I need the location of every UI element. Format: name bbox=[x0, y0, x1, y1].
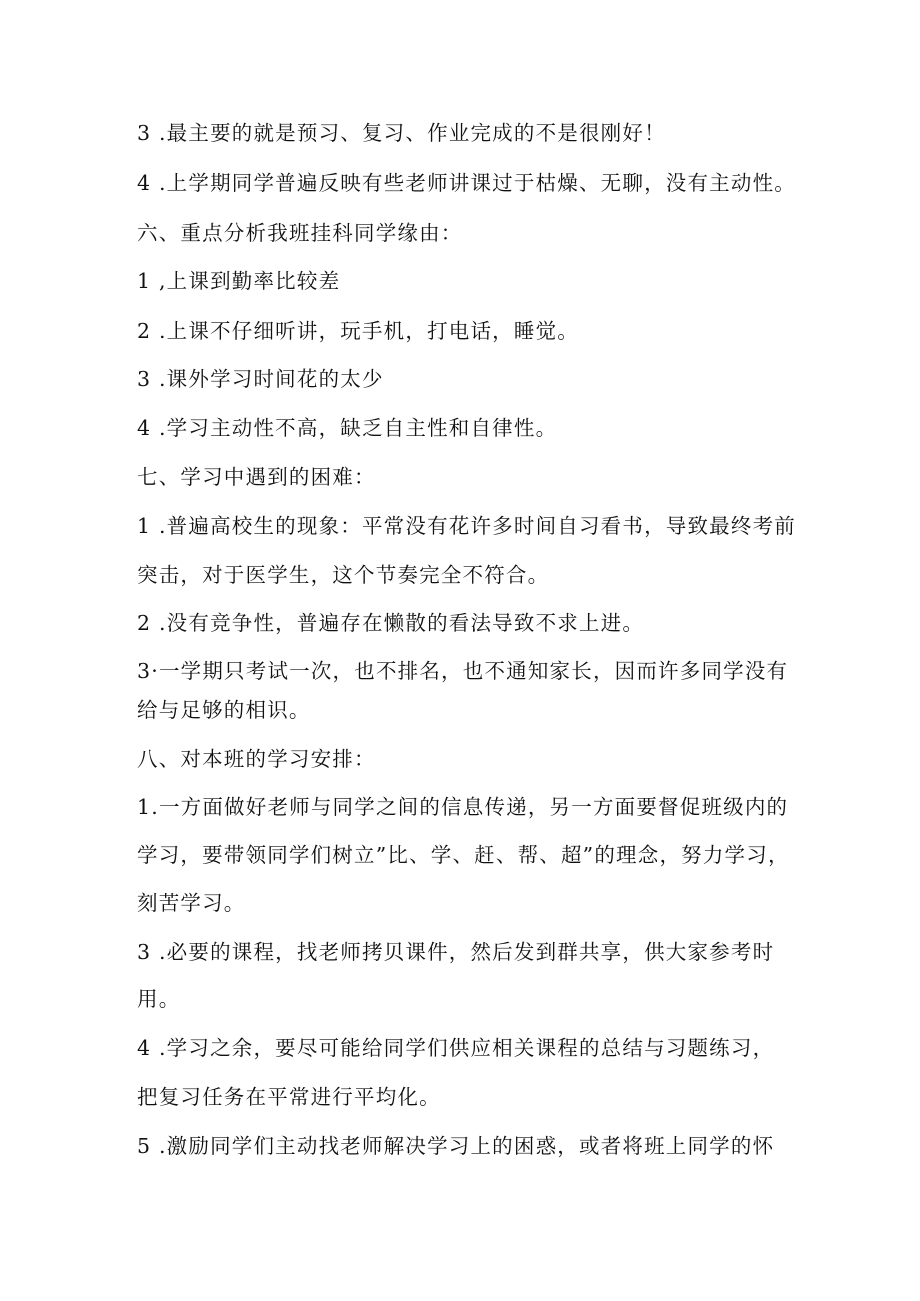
paragraph-line: 突击，对于医学生，这个节奏完全不符合。 bbox=[137, 563, 550, 587]
section-heading-7: 七、学习中遇到的困难： bbox=[137, 465, 376, 489]
paragraph-line: 3 .必要的课程，找老师拷贝课件，然后发到群共享，供大家参考时 bbox=[137, 940, 775, 964]
paragraph-line: 5 .激励同学们主动找老师解决学习上的困惑，或者将班上同学的怀 bbox=[137, 1134, 775, 1158]
list-item-3-preview-review: 3 .最主要的就是预习、复习、作业完成的不是很刚好！ bbox=[137, 121, 666, 145]
list-item-4-low-initiative: 4 .学习主动性不高，缺乏自主性和自律性。 bbox=[137, 416, 558, 440]
list-item-3-little-study-time: 3 .课外学习时间花的太少 bbox=[137, 367, 384, 391]
section-heading-8: 八、对本班的学习安排： bbox=[137, 747, 376, 771]
paragraph-line: 刻苦学习。 bbox=[137, 891, 246, 915]
paragraph-line: 3·一学期只考试一次，也不排名，也不通知家长，因而许多同学没有 bbox=[137, 659, 789, 683]
paragraph-line: 给与足够的相识。 bbox=[137, 698, 311, 722]
list-item-1-attendance: 1 ,上课到勤率比较差 bbox=[137, 269, 341, 293]
paragraph-line: 把复习任务在平常进行平均化。 bbox=[137, 1085, 441, 1109]
paragraph-line: 用。 bbox=[137, 987, 181, 1011]
paragraph-line: 1.一方面做好老师与同学之间的信息传递，另一方面要督促班级内的 bbox=[137, 795, 789, 819]
list-item-4-boring-lectures: 4 .上学期同学普遍反映有些老师讲课过于枯燥、无聊，没有主动性。 bbox=[137, 171, 796, 195]
paragraph-line: 4 .学习之余，要尽可能给同学们供应相关课程的总结与习题练习， bbox=[137, 1036, 775, 1060]
paragraph-line: 1 .普遍高校生的现象：平常没有花许多时间自习看书，导致最终考前 bbox=[137, 514, 796, 538]
list-item-2-no-competition: 2 .没有竞争性，普遍存在懒散的看法导致不求上进。 bbox=[137, 611, 645, 635]
section-heading-6: 六、重点分析我班挂科同学缘由： bbox=[137, 221, 463, 245]
list-item-2-not-listening: 2 .上课不仔细听讲，玩手机，打电话，睡觉。 bbox=[137, 319, 579, 343]
paragraph-line: 学习，要带领同学们树立”比、学、赶、帮、超”的理念，努力学习， bbox=[137, 843, 790, 867]
